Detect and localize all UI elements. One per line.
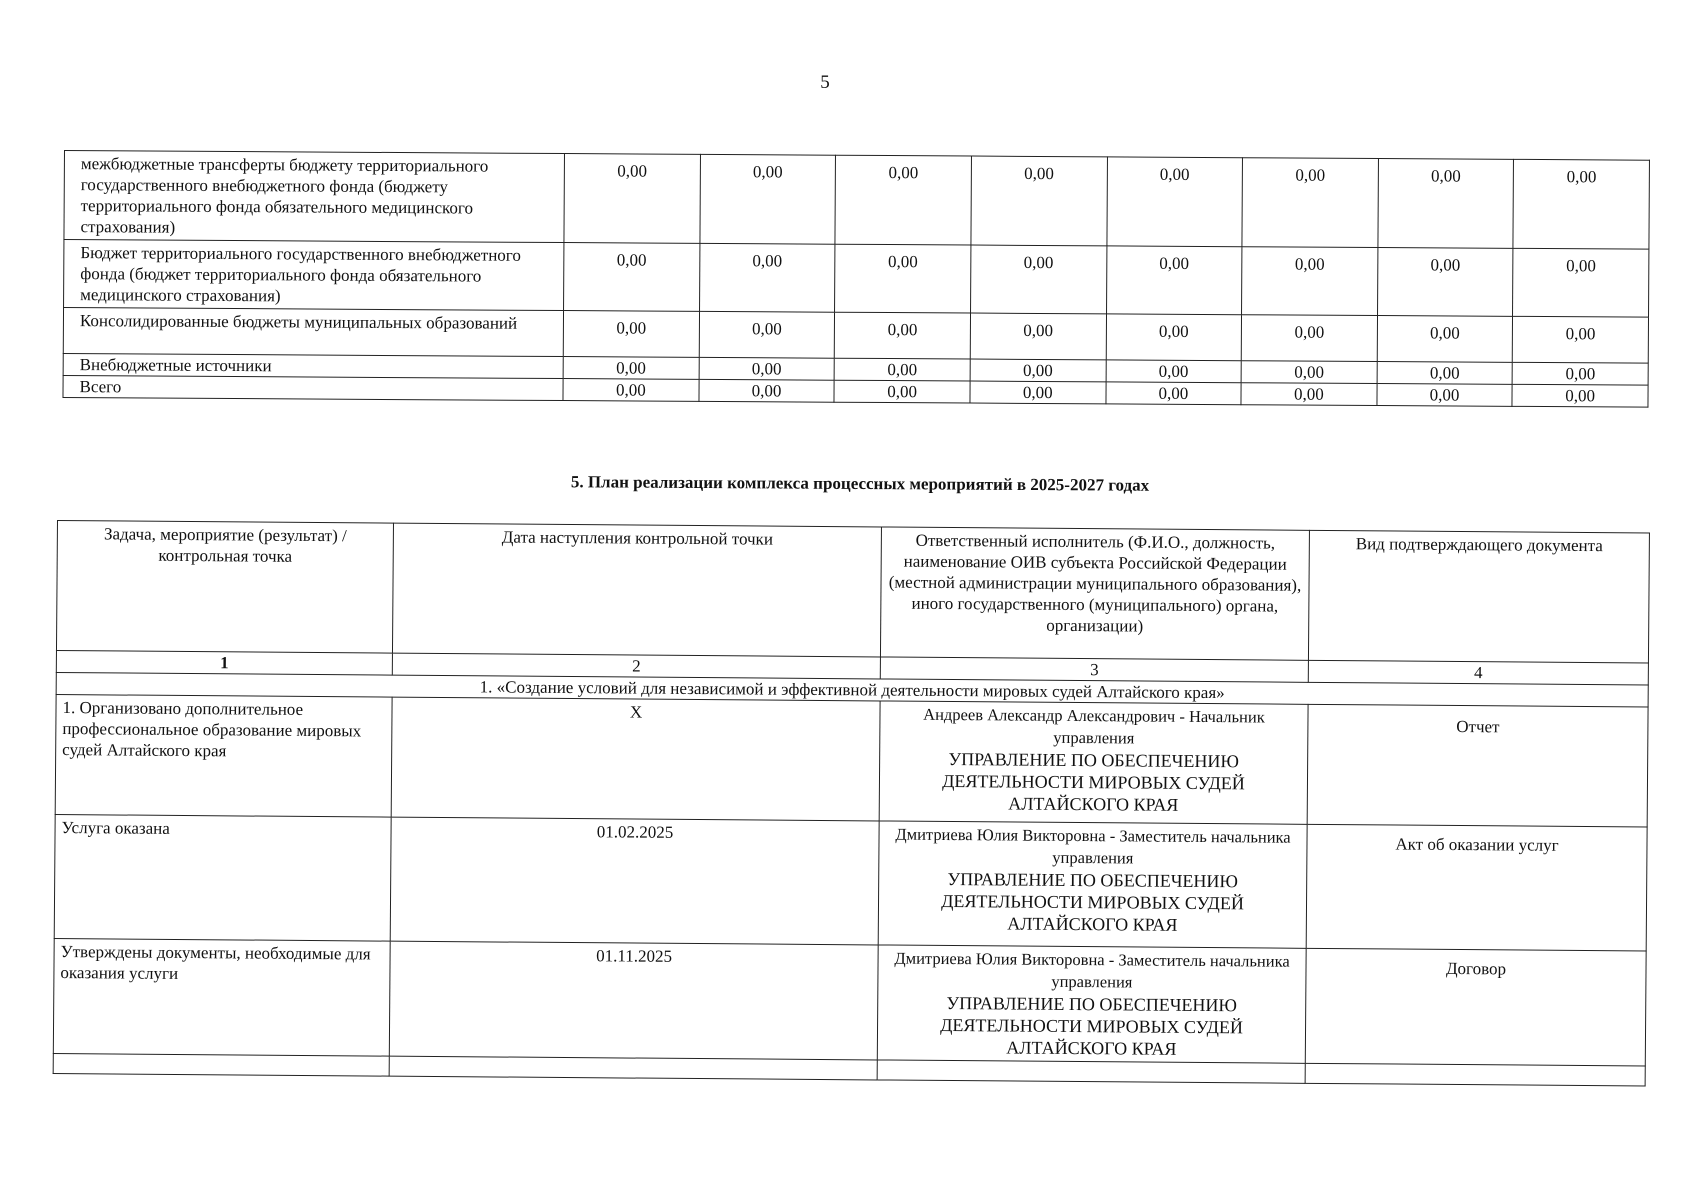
empty-cell: [53, 1053, 389, 1076]
finance-value: 0,00: [1377, 248, 1513, 317]
document-cell: Акт об оказании услуг: [1306, 824, 1647, 951]
date-cell: 01.11.2025: [389, 941, 878, 1060]
finance-value: 0,00: [970, 381, 1106, 404]
finance-value: 0,00: [1512, 362, 1648, 385]
finance-value: 0,00: [834, 380, 970, 403]
section-title: 5. План реализации комплекса процессных мероприятий в 2025-2027 годах: [570, 472, 1150, 495]
column-number: 3: [880, 657, 1308, 682]
finance-value: 0,00: [1106, 314, 1242, 361]
finance-value: 0,00: [564, 154, 700, 244]
empty-cell: [1305, 1063, 1645, 1086]
header-task: Задача, мероприятие (результат) / контрольная точка: [56, 521, 393, 654]
finance-value: 0,00: [1241, 383, 1377, 406]
finance-value: 0,00: [970, 313, 1106, 360]
date-cell: X: [391, 697, 880, 821]
finance-value: 0,00: [834, 312, 970, 359]
plan-row: [54, 814, 1647, 950]
date-cell: 01.02.2025: [390, 817, 879, 945]
responsible-cell: [878, 821, 1307, 948]
empty-cell: [389, 1056, 877, 1080]
finance-value: 0,00: [699, 357, 835, 380]
responsible-person: Андреев Александр Александрович - Начальник управления: [923, 704, 1265, 748]
finance-value: 0,00: [1513, 248, 1649, 317]
finance-value: 0,00: [563, 311, 699, 358]
finance-row-label: Всего: [63, 375, 563, 400]
finance-value: 0,00: [1377, 384, 1513, 407]
responsible-organization: УПРАВЛЕНИЕ ПО ОБЕСПЕЧЕНИЮ ДЕЯТЕЛЬНОСТИ МИРОВЫХ СУДЕЙ АЛТАЙСКОГО КРАЯ: [940, 993, 1243, 1059]
finance-row-label: Консолидированные бюджеты муниципальных образований: [63, 308, 563, 357]
finance-value: 0,00: [564, 243, 700, 312]
finance-value: 0,00: [1512, 384, 1648, 407]
finance-value: 0,00: [1106, 246, 1242, 315]
header-date: Дата наступления контрольной точки: [392, 523, 881, 657]
finance-row-label: Внебюджетные источники: [63, 353, 563, 378]
finance-row: [64, 240, 1649, 318]
finance-value: 0,00: [1241, 315, 1377, 362]
finance-value: 0,00: [970, 359, 1106, 382]
header-responsible: Ответственный исполнитель (Ф.И.О., должность, наименование ОИВ субъекта Российской Федерации (местной администрации муниципального образования), иного государственного (муниципального) органа, организации): [880, 527, 1309, 660]
finance-value: 0,00: [1242, 158, 1378, 248]
column-number: 4: [1308, 660, 1648, 685]
plan-header-row: [56, 521, 1649, 663]
finance-row-label: Бюджет территориального государственного внебюджетного фонда (бюджет территориального фонда обязательного медицинского страхования): [64, 240, 564, 311]
finance-value: 0,00: [1377, 362, 1513, 385]
finance-value: 0,00: [1241, 361, 1377, 384]
finance-value: 0,00: [700, 154, 836, 244]
empty-cell: [877, 1060, 1305, 1083]
responsible-person: Дмитриева Юлия Викторовна - Заместитель начальника управления: [894, 948, 1290, 992]
column-number: 1: [56, 650, 392, 675]
responsible-organization: УПРАВЛЕНИЕ ПО ОБЕСПЕЧЕНИЮ ДЕЯТЕЛЬНОСТИ МИРОВЫХ СУДЕЙ АЛТАЙСКОГО КРАЯ: [941, 869, 1244, 935]
finance-value: 0,00: [699, 311, 835, 358]
finance-value: 0,00: [1106, 360, 1242, 383]
plan-row: [53, 938, 1646, 1065]
plan-table: [53, 520, 1650, 1086]
finance-value: 0,00: [699, 379, 835, 402]
finance-table: [62, 150, 1649, 408]
header-document: Вид подтверждающего документа: [1308, 530, 1649, 663]
page-number: 5: [820, 72, 830, 93]
finance-value: 0,00: [563, 379, 699, 402]
responsible-person: Дмитриева Юлия Викторовна - Заместитель начальника управления: [895, 824, 1291, 868]
responsible-organization: УПРАВЛЕНИЕ ПО ОБЕСПЕЧЕНИЮ ДЕЯТЕЛЬНОСТИ МИРОВЫХ СУДЕЙ АЛТАЙСКОГО КРАЯ: [942, 749, 1245, 815]
group-title: 1. «Создание условий для независимой и эффективной деятельности мировых судей Алтайского края»: [56, 672, 1648, 707]
finance-row: [64, 151, 1650, 250]
finance-value: 0,00: [699, 243, 835, 312]
finance-value: 0,00: [835, 155, 971, 245]
responsible-cell: [877, 945, 1306, 1063]
finance-value: 0,00: [1242, 247, 1378, 316]
task-cell: Услуга оказана: [54, 814, 391, 941]
responsible-cell: [879, 701, 1308, 824]
finance-value: 0,00: [1513, 159, 1649, 249]
finance-value: 0,00: [1105, 382, 1241, 405]
document-cell: Договор: [1305, 948, 1646, 1066]
finance-value: 0,00: [1513, 316, 1649, 363]
finance-value: 0,00: [971, 156, 1107, 246]
task-cell: Утверждены документы, необходимые для оказания услуги: [53, 938, 390, 1056]
finance-value: 0,00: [970, 245, 1106, 314]
finance-value: 0,00: [1377, 316, 1513, 363]
finance-value: 0,00: [1378, 159, 1514, 249]
finance-value: 0,00: [835, 244, 971, 313]
finance-value: 0,00: [1106, 157, 1242, 247]
finance-row-label: межбюджетные трансферты бюджету территориального государственного внебюджетного фонда (бюджету территориального фонда обязательного медицинского страхования): [64, 151, 565, 243]
finance-value: 0,00: [834, 358, 970, 381]
column-number: 2: [392, 653, 880, 679]
plan-row: [55, 694, 1648, 826]
document-cell: Отчет: [1307, 704, 1648, 827]
finance-value: 0,00: [563, 357, 699, 380]
task-cell: 1. Организовано дополнительное профессиональное образование мировых судей Алтайского края: [55, 694, 392, 817]
